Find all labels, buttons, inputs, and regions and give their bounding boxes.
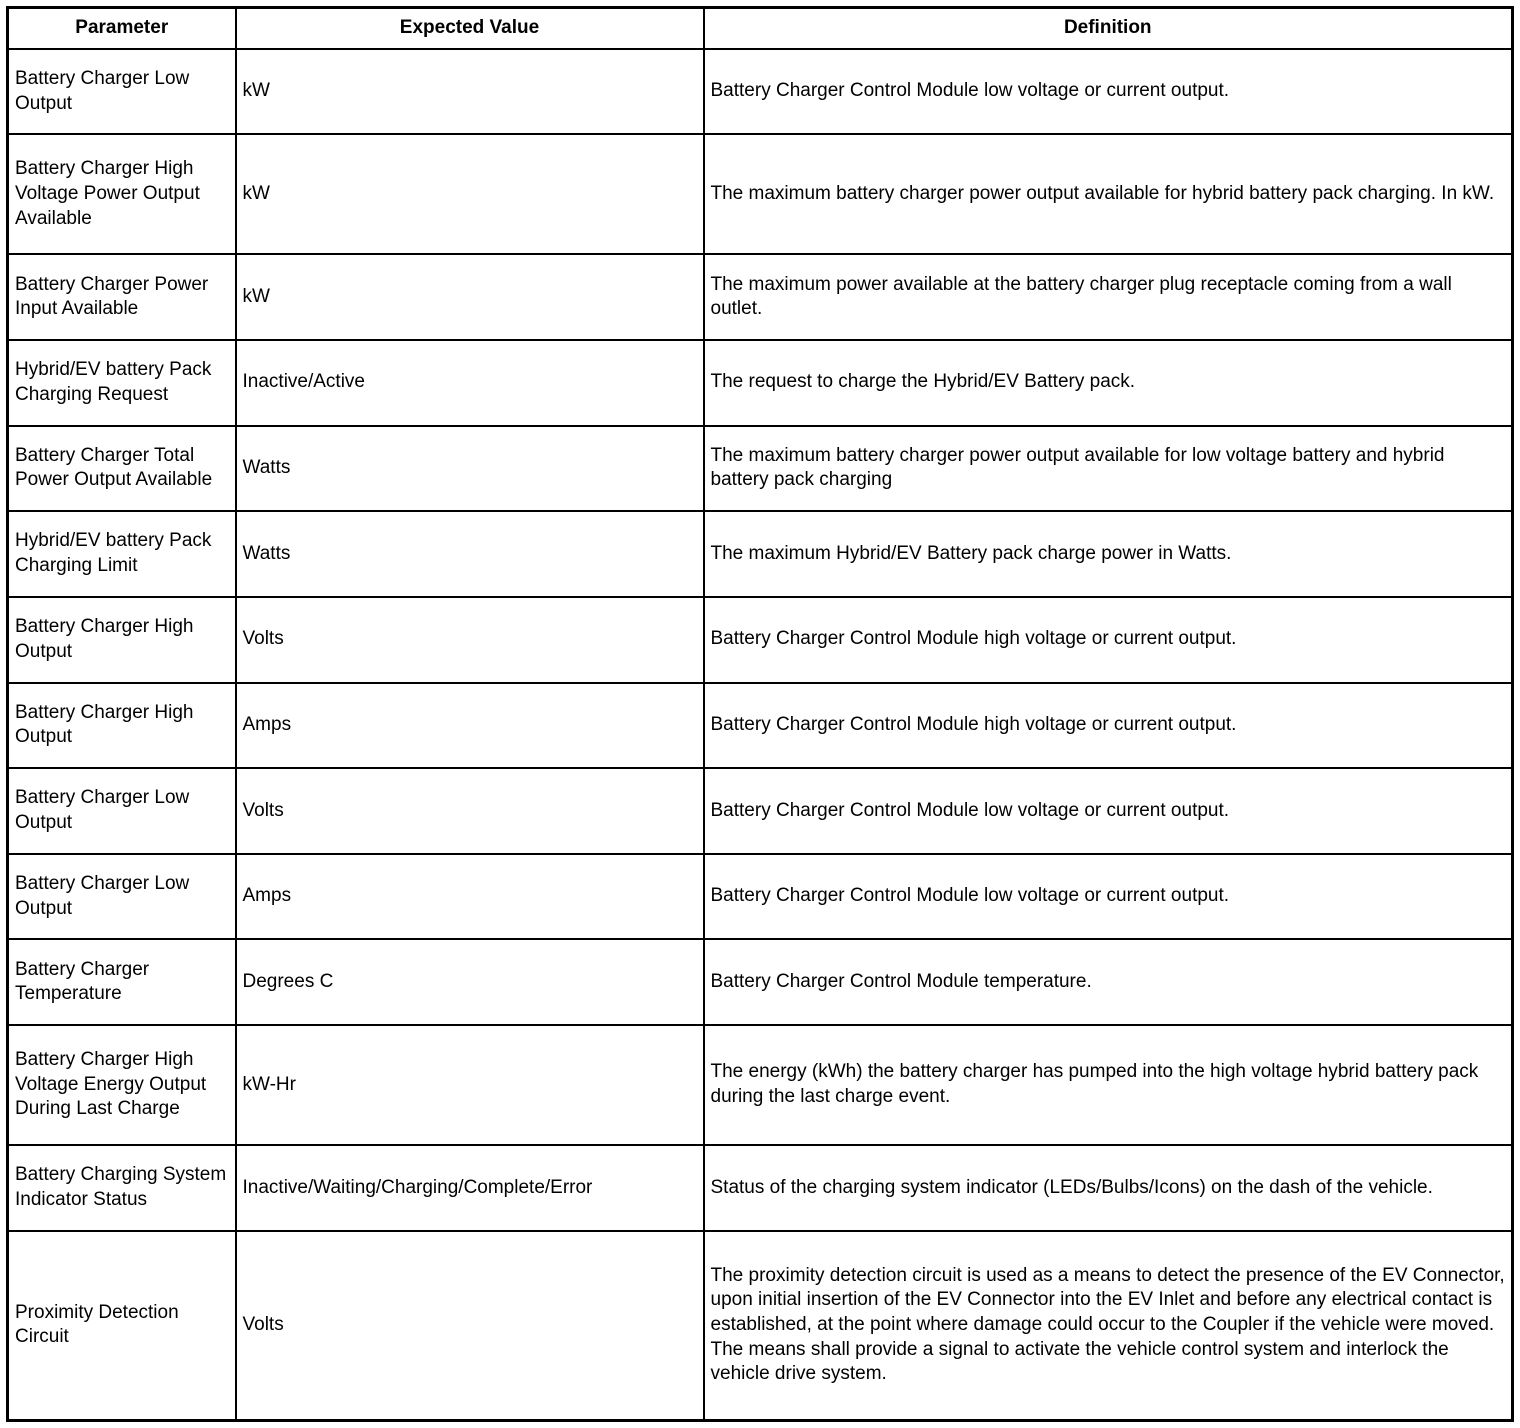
definition-cell: Battery Charger Control Module low voltage or current output. [704,854,1513,940]
table-row [8,340,1513,426]
header-parameter: Parameter [8,8,236,49]
expected-value-cell: kW [236,254,704,340]
expected-value-cell: Watts [236,426,704,512]
table-row [8,854,1513,940]
expected-value-cell: Inactive/Waiting/Charging/Complete/Error [236,1145,704,1231]
definition-cell: The energy (kWh) the battery charger has pumped into the high voltage hybrid battery pack during the last charge event. [704,1025,1513,1145]
parameter-cell: Hybrid/EV battery Pack Charging Limit [8,511,236,597]
table-row [8,49,1513,135]
table-row [8,511,1513,597]
expected-value-cell: Watts [236,511,704,597]
definition-cell: Battery Charger Control Module high voltage or current output. [704,597,1513,683]
expected-value-cell: kW [236,49,704,135]
definition-cell: The maximum battery charger power output available for low voltage battery and hybrid battery pack charging [704,426,1513,512]
parameter-cell: Battery Charger Temperature [8,939,236,1025]
parameter-cell: Battery Charger Power Input Available [8,254,236,340]
table-row [8,939,1513,1025]
table-row [8,597,1513,683]
parameter-cell: Hybrid/EV battery Pack Charging Request [8,340,236,426]
definition-cell: Battery Charger Control Module temperature. [704,939,1513,1025]
expected-value-cell: Amps [236,854,704,940]
expected-value-cell: Inactive/Active [236,340,704,426]
parameter-cell: Battery Charger Total Power Output Available [8,426,236,512]
definition-cell: Battery Charger Control Module low voltage or current output. [704,49,1513,135]
parameter-cell: Battery Charging System Indicator Status [8,1145,236,1231]
parameter-cell: Battery Charger High Output [8,597,236,683]
parameter-cell: Battery Charger Low Output [8,854,236,940]
definition-cell: The maximum Hybrid/EV Battery pack charge power in Watts. [704,511,1513,597]
table-row [8,683,1513,769]
expected-value-cell: Amps [236,683,704,769]
table-row [8,1025,1513,1145]
parameter-cell: Proximity Detection Circuit [8,1231,236,1421]
parameter-cell: Battery Charger Low Output [8,768,236,854]
parameter-cell: Battery Charger High Voltage Power Output Available [8,134,236,254]
header-definition: Definition [704,8,1513,49]
table-row [8,254,1513,340]
definition-cell: The request to charge the Hybrid/EV Battery pack. [704,340,1513,426]
parameter-cell: Battery Charger High Voltage Energy Output During Last Charge [8,1025,236,1145]
table-row [8,768,1513,854]
parameter-cell: Battery Charger Low Output [8,49,236,135]
definition-cell: The maximum power available at the battery charger plug receptacle coming from a wall outlet. [704,254,1513,340]
table-row [8,426,1513,512]
definition-cell: The maximum battery charger power output available for hybrid battery pack charging. In kW. [704,134,1513,254]
expected-value-cell: kW [236,134,704,254]
parameter-definition-table [6,6,1514,1422]
definition-cell: Battery Charger Control Module high voltage or current output. [704,683,1513,769]
parameter-cell: Battery Charger High Output [8,683,236,769]
definition-cell: Battery Charger Control Module low voltage or current output. [704,768,1513,854]
expected-value-cell: Degrees C [236,939,704,1025]
expected-value-cell: Volts [236,768,704,854]
expected-value-cell: Volts [236,1231,704,1421]
expected-value-cell: kW-Hr [236,1025,704,1145]
table-row [8,1231,1513,1421]
table-header-row [8,8,1513,49]
expected-value-cell: Volts [236,597,704,683]
definition-cell: Status of the charging system indicator (LEDs/Bulbs/Icons) on the dash of the vehicle. [704,1145,1513,1231]
table-row [8,134,1513,254]
definition-cell: The proximity detection circuit is used as a means to detect the presence of the EV Connector, upon initial insertion of the EV Connector into the EV Inlet and before any electrical contact is established, at the point where damage could occur to the Coupler if the vehicle were moved. The means shall provide a signal to activate the vehicle control system and interlock the vehicle drive system. [704,1231,1513,1421]
header-expected-value: Expected Value [236,8,704,49]
table-row [8,1145,1513,1231]
